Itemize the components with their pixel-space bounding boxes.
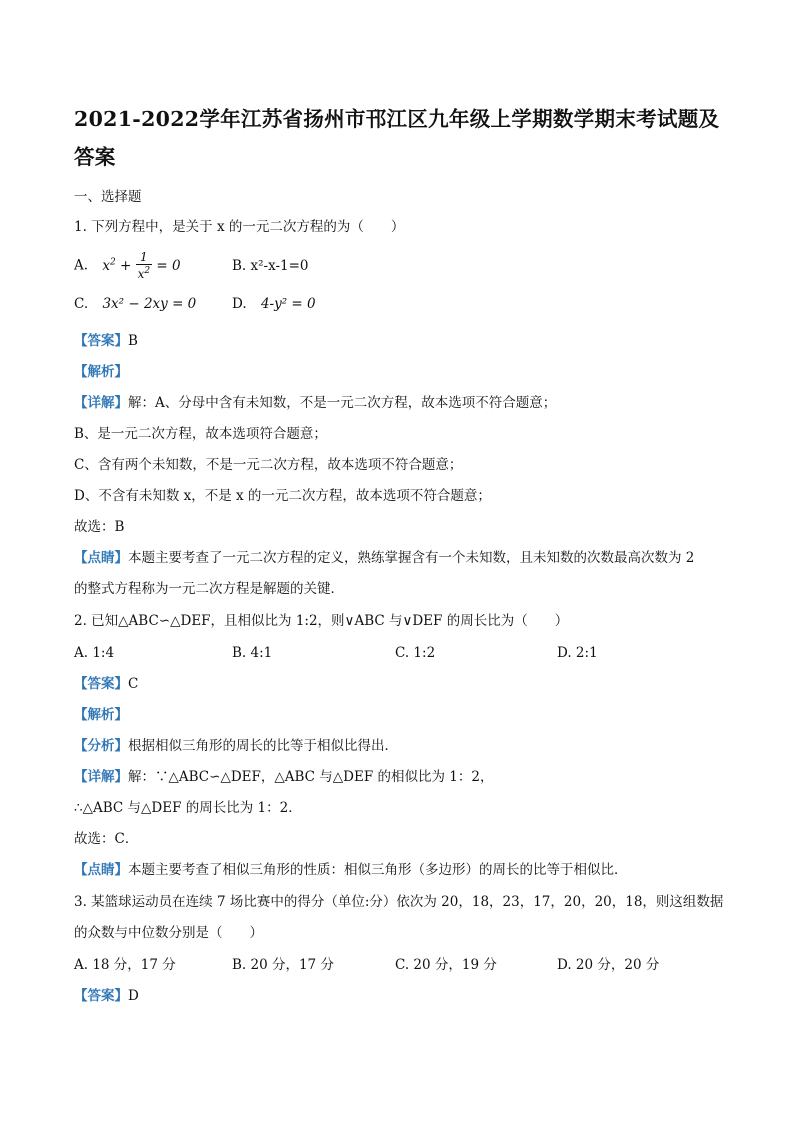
q1-answer-value: B <box>128 333 138 349</box>
q2-answer-value: C <box>128 676 139 692</box>
q2-answer-tag: 【答案】 <box>74 676 128 692</box>
q1-option-c <box>74 294 196 314</box>
q1-comment-2: 的整式方程称为一元二次方程是解题的关键． <box>74 581 344 597</box>
q1-option-a-denominator: x <box>137 267 145 281</box>
q2-detail-2: ∴△ABC 与△DEF 的周长比为 1：2． <box>74 800 302 816</box>
q1-option-a-numerator: 1 <box>136 251 153 265</box>
q2-detail-tag: 【详解】 <box>74 769 128 785</box>
q3-stem-2: 的众数与中位数分别是（ ） <box>74 925 263 941</box>
q2-detail-1 <box>74 767 493 787</box>
q1-option-a-rhs: = 0 <box>156 257 181 274</box>
q1-option-a: A. $x^2$ + $\frac{1}{x^2}$ = 0 <box>74 250 181 281</box>
q2-answer <box>74 674 138 694</box>
q1-option-c-math: 3x² − 2xy = 0 <box>102 296 197 312</box>
q1-option-a-label: A. <box>74 257 89 274</box>
page-title: 2021-2022学年江苏省扬州市邗江区九年级上学期数学期末考试题及答案 <box>74 107 720 169</box>
q2-detail-1-text: 解：∵△ABC∽△DEF，△ABC 与△DEF 的相似比为 1：2， <box>128 769 494 785</box>
q3-stem-1: 3. 某篮球运动员在连续 7 场比赛中的得分（单位:分）依次为 20，18，23，17，20，20，18，则这组数据 <box>74 894 724 910</box>
q1-detail-2: B、是一元二次方程，故本选项符合题意； <box>74 426 327 442</box>
q1-option-a-fraction: $\frac{1}{x^2}$ <box>137 250 151 281</box>
q1-option-a-var: x <box>102 257 110 274</box>
q1-answer <box>74 331 138 351</box>
q1-detail-tag: 【详解】 <box>74 395 128 411</box>
q1-analysis-label: 【解析】 <box>74 364 128 380</box>
q1-option-d <box>232 294 316 314</box>
q3-answer-tag: 【答案】 <box>74 988 128 1004</box>
q2-stem: 2. 已知△ABC∽△DEF，且相似比为 1:2，则∨ABC 与∨DEF 的周长比为（ ） <box>74 613 569 629</box>
q1-detail-4: D、不含有未知数 x，不是 x 的一元二次方程，故本选项不符合题意； <box>74 488 491 504</box>
q1-option-d-math: 4-y² = 0 <box>260 296 316 312</box>
q1-option-a-plus: + <box>120 257 132 274</box>
q3-answer-value: D <box>128 988 139 1004</box>
q2-fenxi-text: 根据相似三角形的周长的比等于相似比得出． <box>128 738 398 754</box>
q1-option-b: B. x²-x-1=0 <box>232 258 309 274</box>
q2-fenxi-tag: 【分析】 <box>74 738 128 754</box>
q2-comment-1-text: 本题主要考查了相似三角形的性质：相似三角形（多边形）的周长的比等于相似比． <box>128 862 628 878</box>
q1-detail-3: C、含有两个未知数，不是一元二次方程，故本选项不符合题意； <box>74 457 463 473</box>
q1-comment-tag: 【点睛】 <box>74 550 128 566</box>
q2-fenxi <box>74 736 398 756</box>
q2-analysis-label: 【解析】 <box>74 707 128 723</box>
q1-detail-1 <box>74 393 556 413</box>
q2-option-d: D. 2:1 <box>557 645 598 661</box>
q1-detail-1-text: 解：A、分母中含有未知数，不是一元二次方程，故本选项不符合题意； <box>128 395 557 411</box>
q2-option-c: C. 1:2 <box>395 645 436 661</box>
q3-option-d: D. 20 分，20 分 <box>557 957 660 973</box>
q3-option-c: C. 20 分，19 分 <box>395 957 497 973</box>
q1-choose: 故选：B <box>74 519 125 535</box>
q1-analysis-tag <box>74 362 128 382</box>
q1-comment-1-text: 本题主要考查了一元二次方程的定义，熟练掌握含有一个未知数，且未知数的次数最高次数为 2 <box>128 550 695 566</box>
q2-choose: 故选：C． <box>74 831 139 847</box>
q3-option-a: A. 18 分，17 分 <box>74 957 176 973</box>
q2-comment-1 <box>74 860 628 880</box>
q2-option-b: B. 4:1 <box>232 645 273 661</box>
q2-option-a: A. 1:4 <box>74 645 115 661</box>
q1-comment-1 <box>74 548 694 568</box>
q1-answer-tag: 【答案】 <box>74 333 128 349</box>
q2-analysis-tag <box>74 705 128 725</box>
section-heading: 一、选择题 <box>74 189 142 205</box>
q1-option-d-label: D. <box>232 296 247 312</box>
q1-stem: 1. 下列方程中，是关于 x 的一元二次方程的为（ ） <box>74 219 405 235</box>
q3-option-b: B. 20 分，17 分 <box>232 957 334 973</box>
q2-comment-tag: 【点睛】 <box>74 862 128 878</box>
q1-option-c-label: C. <box>74 296 89 312</box>
q3-answer <box>74 986 139 1006</box>
